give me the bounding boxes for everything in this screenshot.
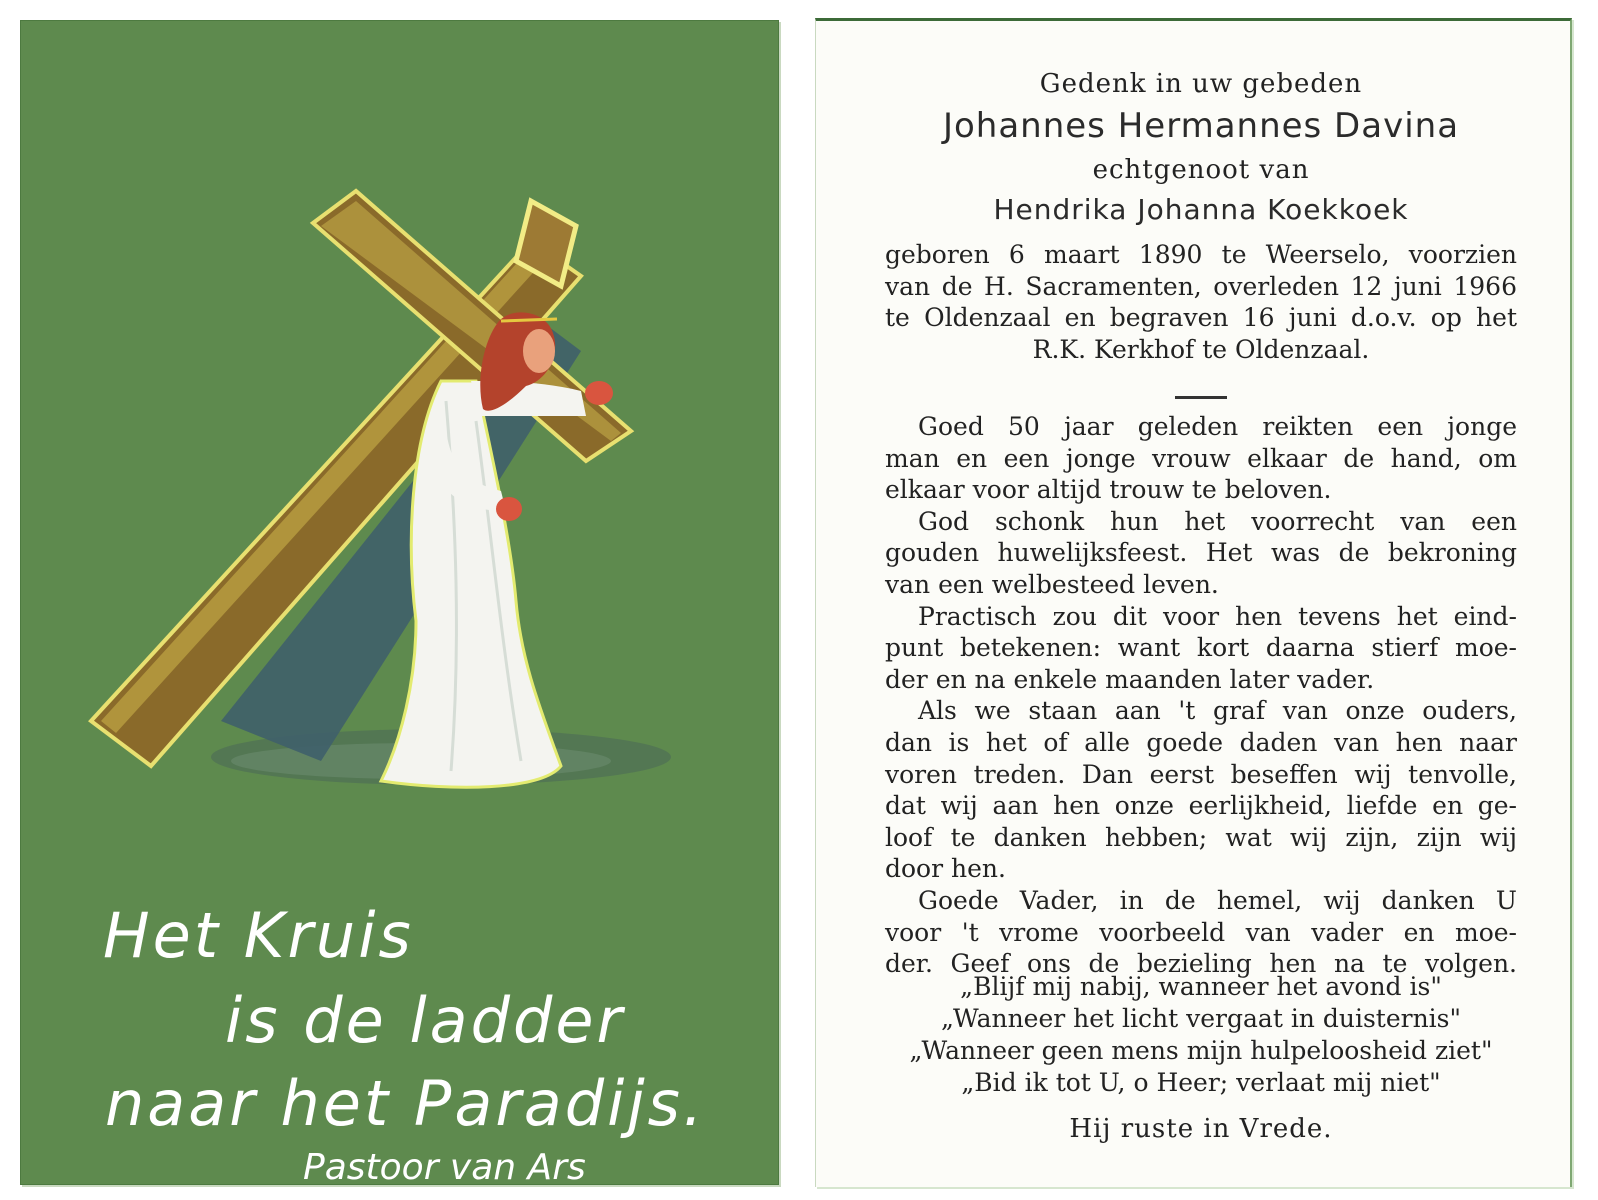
text-line: der en na enkele maanden later vader. — [885, 664, 1375, 694]
poem-line: „Wanneer het licht vergaat in duisternis" — [940, 1004, 1462, 1033]
text-line: man en een jonge vrouw elkaar de hand, om — [885, 443, 1517, 473]
divider — [1175, 396, 1227, 399]
text-line: door hen. — [885, 854, 1006, 884]
quote-line: is de ladder — [225, 984, 626, 1057]
biography — [885, 239, 1517, 365]
spouse-label: echtgenoot van — [1092, 155, 1310, 185]
poem — [885, 971, 1517, 1099]
poem-line: „Bid ik tot U, o Heer; verlaat mij niet" — [961, 1068, 1441, 1097]
quote-line: naar het Paradijs. — [105, 1067, 706, 1140]
text-line: dan is het of alle goede daden van hen naar — [885, 727, 1517, 757]
intro-line: Gedenk in uw gebeden — [1039, 69, 1363, 99]
text-line: God schonk hun het voorrecht van een — [918, 506, 1517, 536]
bio-line: van de H. Sacramenten, overleden 12 juni 1966 — [885, 271, 1517, 301]
bio-line: geboren 6 maart 1890 te Weerselo, voorzien — [885, 240, 1517, 269]
closing-line: Hij ruste in Vrede. — [1069, 1114, 1333, 1144]
text-line: der. Geef ons de bezieling hen na te volgen. — [885, 949, 1517, 979]
deceased-name: Johannes Hermannes Davina — [942, 106, 1460, 146]
text-line: Goede Vader, in de hemel, wij danken U — [918, 885, 1517, 915]
memorial-body — [885, 411, 1517, 980]
text-line: punt betekenen: want kort daarna stierf moe- — [885, 633, 1517, 663]
text-line: voren treden. Dan eerst beseffen wij tenvolle, — [885, 759, 1517, 789]
spouse-name: Hendrika Johanna Koekkoek — [993, 193, 1409, 226]
text-line: Als we staan aan 't graf van onze ouders, — [918, 696, 1517, 726]
text-line: elkaar voor altijd trouw te beloven. — [885, 475, 1332, 505]
poem-line: „Blijf mij nabij, wanneer het avond is" — [960, 972, 1442, 1001]
text-line: loof te danken hebben; wat wij zijn, zijn wij — [885, 822, 1517, 852]
bio-line: te Oldenzaal en begraven 16 juni d.o.v. op het — [885, 303, 1517, 332]
quote-attribution: Pastoor van Ars — [303, 1147, 586, 1185]
text-line: van een welbesteed leven. — [885, 569, 1219, 599]
text-line: Practisch zou dit voor hen tevens het eind- — [918, 601, 1517, 631]
poem-line: „Wanneer geen mens mijn hulpeloosheid ziet" — [909, 1036, 1493, 1065]
bio-line: R.K. Kerkhof te Oldenzaal. — [1032, 334, 1370, 364]
text-line: voor 't vrome voorbeeld van vader en moe- — [885, 917, 1517, 947]
quote — [21, 21, 778, 1184]
back-card — [815, 18, 1572, 1187]
quote-line: Het Kruis — [103, 899, 414, 972]
text-line: Goed 50 jaar geleden reikten een jonge — [918, 412, 1517, 441]
text-line: dat wij aan hen onze eerlijkheid, liefde en ge- — [885, 791, 1517, 821]
front-card — [20, 20, 779, 1185]
text-line: gouden huwelijksfeest. Het was de bekroning — [885, 538, 1517, 568]
